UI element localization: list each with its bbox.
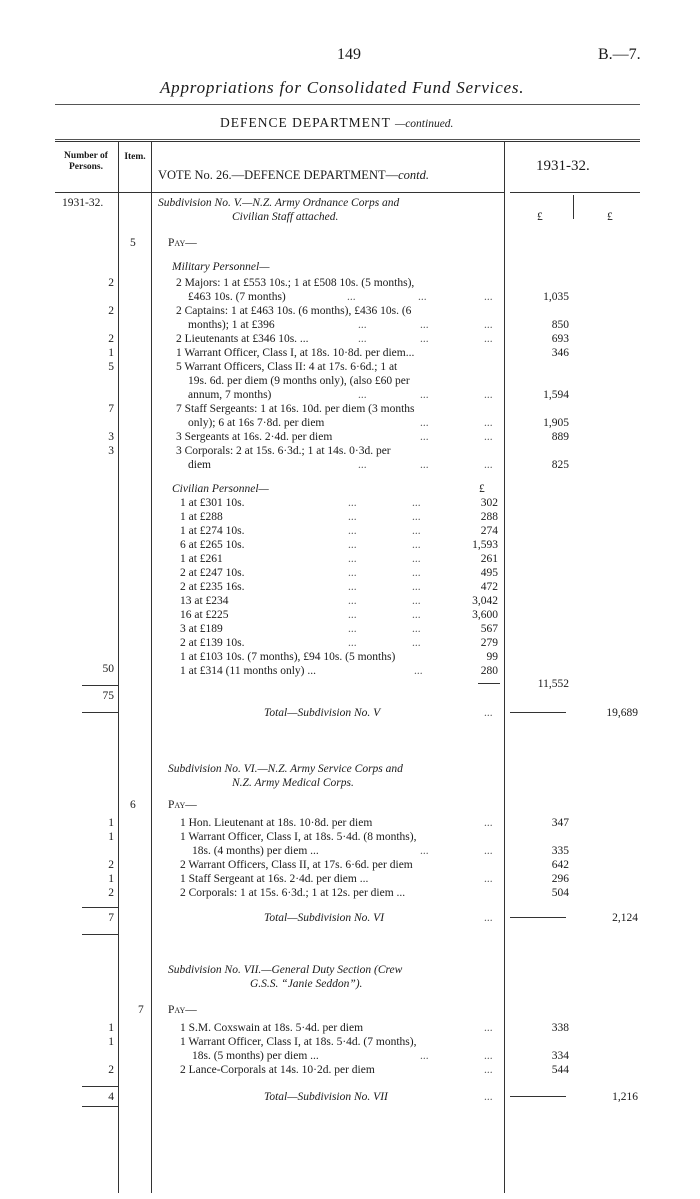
leader-dots: ... [412,609,421,621]
leader-dots: ... [412,567,421,579]
pound-sign-col2: £ [607,211,613,223]
sub5-military-heading: Military Personnel— [172,261,270,273]
civilian-line: 3 at £189 [180,623,223,635]
civilian-amount: 3,042 [472,595,498,607]
amount: 335 [551,845,569,857]
leader-dots: ... [420,459,429,471]
leader-dots: ... [418,291,427,303]
sub5-persons-total: 75 [102,690,114,702]
sub5-civilian-subtotal-rule [478,683,500,684]
leader-dots: ... [484,873,493,885]
sub6-total-dots: ... [484,912,493,924]
amount: 1,035 [543,291,569,303]
persons-count: 7 [108,403,114,415]
pay-line: 1 Warrant Officer, Class I, at 18s. 5·4d. (8 months), [180,831,417,843]
leader-dots: ... [414,665,423,677]
military-line: diem [188,459,211,471]
sub6-total-rule-col1 [510,917,566,918]
amount: 1,594 [543,389,569,401]
civilian-line: 1 at £274 10s. [180,525,245,537]
page-reference: B.—7. [598,46,641,63]
leader-dots: ... [348,497,357,509]
persons-count: 1 [108,1036,114,1048]
pay-line: 2 Warrant Officers, Class II, at 17s. 6·6d. per diem [180,859,413,871]
leader-dots: ... [484,319,493,331]
pay-line: 1 S.M. Coxswain at 18s. 5·4d. per diem [180,1022,364,1034]
civilian-amount: 288 [480,511,498,523]
civilian-amount: 1,593 [472,539,498,551]
leader-dots: ... [412,581,421,593]
pay-line: 18s. (4 months) per diem ... [192,845,319,857]
leader-dots: ... [412,497,421,509]
persons-count: 2 [108,887,114,899]
amount: 825 [551,459,569,471]
sub6-total-label: Total—Subdivision No. VI [264,912,385,924]
sub5-total-amount: 19,689 [606,707,638,719]
sub5-total-rule-col1 [510,712,566,713]
vote-heading: VOTE No. 26.—DEFENCE DEPARTMENT— [158,168,399,182]
amount: 693 [551,333,569,345]
page-title: Appropriations for Consolidated Fund Services. [160,78,525,97]
sub7-title-line2: G.S.S. “Janie Seddon”). [250,978,363,990]
leader-dots: ... [420,417,429,429]
leader-dots: ... [420,319,429,331]
military-line: 19s. 6d. per diem (9 months only), (also £60 per [188,375,410,387]
persons-count: 2 [108,277,114,289]
amount: 347 [551,817,569,829]
civilian-line: 2 at £247 10s. [180,567,245,579]
civilian-line: 1 at £288 [180,511,223,523]
civilian-line: 13 at £234 [180,595,229,607]
leader-dots: ... [348,567,357,579]
civilian-amount: 302 [480,497,498,509]
civilian-line: 2 at £235 16s. [180,581,245,593]
military-line: only); 6 at 16s 7·8d. per diem [188,417,325,429]
section-cont: —continued. [394,118,454,130]
pay-line: 2 Lance-Corporals at 14s. 10·2d. per diem [180,1064,375,1076]
section-rule [55,139,640,140]
sub7-item-number: 7 [138,1004,144,1016]
amount: 334 [551,1050,569,1062]
amount: 504 [551,887,569,899]
leader-dots: ... [348,623,357,635]
military-line: 2 Lieutenants at £346 10s. ... [176,333,309,345]
civilian-line: 1 at £314 (11 months only) ... [180,665,316,677]
leader-dots: ... [412,595,421,607]
military-line: 2 Captains: 1 at £463 10s. (6 months), £436 10s. (6 [176,305,412,317]
sub5-persons-rule [82,685,118,686]
military-line: 3 Sergeants at 16s. 2·4d. per diem [176,431,333,443]
leader-dots: ... [412,539,421,551]
sub7-total-dots: ... [484,1091,493,1103]
leader-dots: ... [484,431,493,443]
persons-count: 2 [108,305,114,317]
leader-dots: ... [412,511,421,523]
sub5-title-line1: Subdivision No. V.—N.Z. Army Ordnance Corps and [158,197,400,209]
leader-dots: ... [484,845,493,857]
civilian-amount: 261 [480,553,498,565]
sub7-title-line1: Subdivision No. VII.—General Duty Section (Crew [168,964,403,976]
leader-dots: ... [348,595,357,607]
leader-dots: ... [412,637,421,649]
col-divider-persons [118,141,119,1193]
persons-count: 1 [108,831,114,843]
leader-dots: ... [420,845,429,857]
amount: 338 [551,1022,569,1034]
leader-dots: ... [484,389,493,401]
amount: 642 [551,859,569,871]
persons-count: 1 [108,347,114,359]
sub5-civilian-persons: 50 [102,663,114,675]
civilian-amount: 280 [480,665,498,677]
leader-dots: ... [348,581,357,593]
year-label-left: 1931-32. [62,197,104,209]
military-line: 7 Staff Sergeants: 1 at 16s. 10d. per diem (3 months [176,403,415,415]
leader-dots: ... [420,1050,429,1062]
sub7-persons-rule [82,1086,118,1087]
leader-dots: ... [484,1064,493,1076]
col-divider-item [151,141,152,1193]
amount-col-divider [573,195,574,219]
header-bottom-rule-left [55,192,504,193]
civilian-amount: 3,600 [472,609,498,621]
civilian-line: 1 at £301 10s. [180,497,245,509]
col-header-vote [158,168,429,183]
sub5-civilian-pound: £ [479,483,485,495]
civilian-amount: 274 [480,525,498,537]
leader-dots: ... [348,609,357,621]
leader-dots: ... [348,637,357,649]
sub5-civilian-heading: Civilian Personnel— [172,483,269,495]
leader-dots: ... [412,525,421,537]
sub6-title-line1: Subdivision No. VI.—N.Z. Army Service Corps and [168,763,403,775]
sub5-title-line2: Civilian Staff attached. [232,211,339,223]
pay-line: 1 Warrant Officer, Class I, at 18s. 5·4d. (7 months), [180,1036,417,1048]
sub7-total-label: Total—Subdivision No. VII [264,1091,388,1103]
sub7-pay-heading: Pay— [168,1004,197,1016]
sub5-persons-rule-bottom [82,712,118,713]
leader-dots: ... [358,389,367,401]
amount: 850 [551,319,569,331]
military-line: 1 Warrant Officer, Class I, at 18s. 10·8d. per diem... [176,347,415,359]
col-header-item: Item. [124,152,146,162]
sub6-total-amount: 2,124 [612,912,638,924]
header-bottom-rule-right [510,192,640,193]
leader-dots: ... [358,333,367,345]
military-line: annum, 7 months) [188,389,272,401]
civilian-line: 16 at £225 [180,609,229,621]
leader-dots: ... [484,333,493,345]
leader-dots: ... [348,553,357,565]
civilian-amount: 472 [480,581,498,593]
pay-line: 1 Hon. Lieutenant at 18s. 10·8d. per diem [180,817,373,829]
col-header-year: 1931-32. [536,158,590,174]
amount: 296 [551,873,569,885]
vote-heading-contd: contd. [398,168,430,182]
amount: 889 [551,431,569,443]
persons-count: 1 [108,817,114,829]
military-line: 5 Warrant Officers, Class II: 4 at 17s. 6·6d.; 1 at [176,361,398,373]
military-line: £463 10s. (7 months) [188,291,286,303]
sub5-total-label: Total—Subdivision No. V [264,707,381,719]
sub7-persons-total: 4 [108,1091,114,1103]
section-main: DEFENCE DEPARTMENT [220,115,391,130]
civilian-line: 6 at £265 10s. [180,539,245,551]
sub7-total-rule-col1 [510,1096,566,1097]
leader-dots: ... [484,417,493,429]
sub7-persons-rule-bottom [82,1106,118,1107]
section-heading [220,115,453,131]
amount: 346 [551,347,569,359]
leader-dots: ... [484,1022,493,1034]
persons-count: 2 [108,859,114,871]
sub6-title-line2: N.Z. Army Medical Corps. [232,777,354,789]
sub6-item-number: 6 [130,799,136,811]
amount: 544 [551,1064,569,1076]
leader-dots: ... [420,333,429,345]
civilian-amount: 495 [480,567,498,579]
leader-dots: ... [348,525,357,537]
civilian-amount: 279 [480,637,498,649]
military-line: 2 Majors: 1 at £553 10s.; 1 at £508 10s. (5 months), [176,277,415,289]
pound-sign-col1: £ [537,211,543,223]
persons-count: 2 [108,1064,114,1076]
leader-dots: ... [484,1050,493,1062]
leader-dots: ... [484,291,493,303]
page-number: 149 [337,46,361,63]
leader-dots: ... [484,817,493,829]
table-top-rule [55,141,640,142]
sub5-total-dots: ... [484,707,493,719]
military-line: 3 Corporals: 2 at 15s. 6·3d.; 1 at 14s. 0·3d. per [176,445,391,457]
leader-dots: ... [358,319,367,331]
civilian-line: 2 at £139 10s. [180,637,245,649]
pay-line: 1 Staff Sergeant at 16s. 2·4d. per diem ... [180,873,369,885]
sub5-item-number: 5 [130,237,136,249]
leader-dots: ... [347,291,356,303]
amount: 1,905 [543,417,569,429]
leader-dots: ... [348,511,357,523]
military-line: months); 1 at £396 [188,319,275,331]
persons-count: 2 [108,333,114,345]
sub5-civilian-total: 11,552 [537,678,569,690]
pay-line: 2 Corporals: 1 at 15s. 6·3d.; 1 at 12s. per diem ... [180,887,406,899]
persons-count: 1 [108,1022,114,1034]
sub6-persons-rule-bottom [82,934,118,935]
persons-count: 3 [108,445,114,457]
title-rule [55,104,640,105]
persons-count: 1 [108,873,114,885]
civilian-line: 1 at £261 [180,553,223,565]
leader-dots: ... [412,553,421,565]
col-header-persons: Number of Persons. [64,151,108,172]
leader-dots: ... [420,389,429,401]
leader-dots: ... [484,459,493,471]
persons-count: 3 [108,431,114,443]
civilian-amount: 99 [486,651,498,663]
sub7-total-amount: 1,216 [612,1091,638,1103]
leader-dots: ... [358,459,367,471]
sub6-pay-heading: Pay— [168,799,197,811]
leader-dots: ... [348,539,357,551]
civilian-line: 1 at £103 10s. (7 months), £94 10s. (5 months) [180,651,396,663]
civilian-amount: 567 [480,623,498,635]
leader-dots: ... [420,431,429,443]
pay-line: 18s. (5 months) per diem ... [192,1050,319,1062]
persons-count: 5 [108,361,114,373]
leader-dots: ... [412,623,421,635]
sub5-pay-heading: Pay— [168,237,197,249]
sub6-persons-rule [82,907,118,908]
sub6-persons-total: 7 [108,912,114,924]
